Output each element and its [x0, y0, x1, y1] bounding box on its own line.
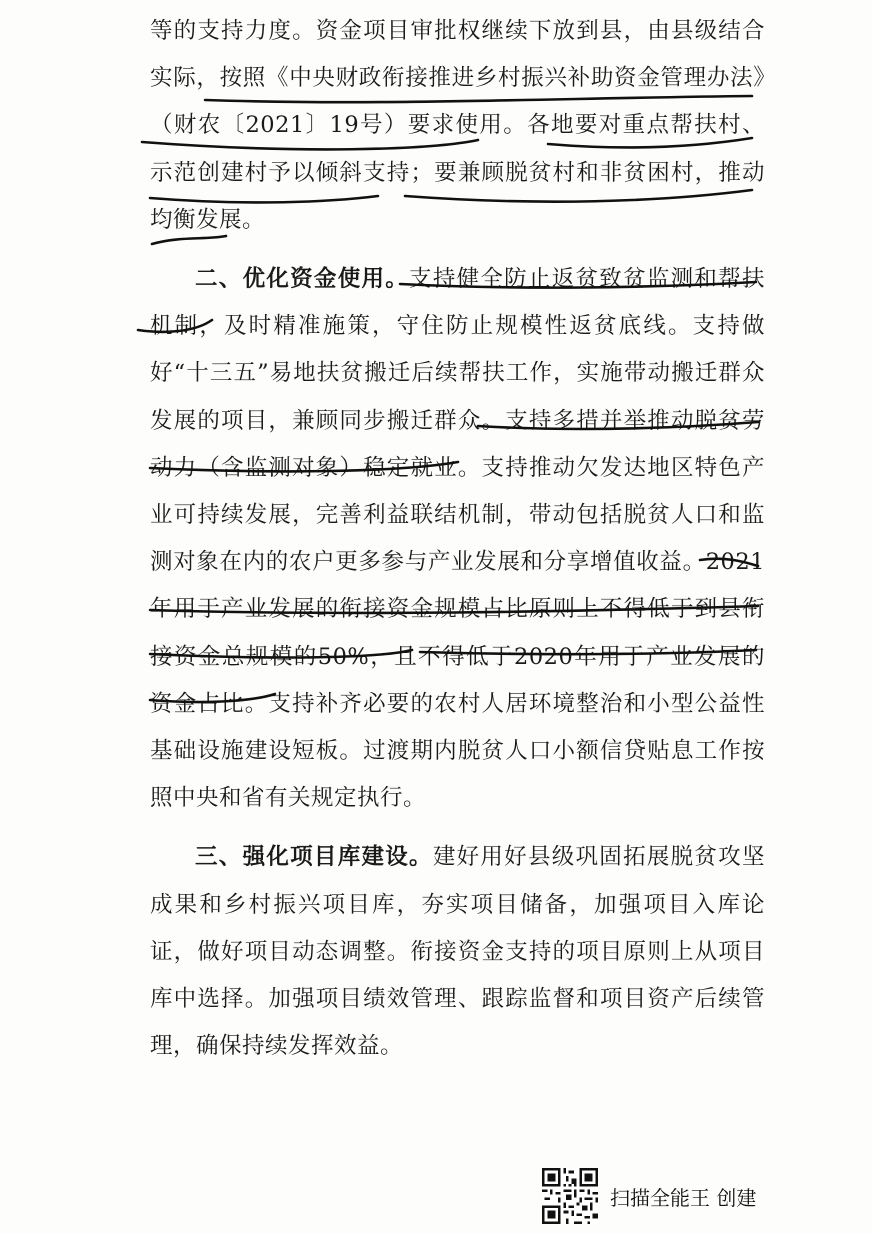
paragraph-1-text: 等的支持力度。资金项目审批权继续下放到县，由县级结合实际，按照《中央财政衔接推进乡村振兴补助资金管理办法》（财农〔2021〕19号）要求使用。各地要对重点帮扶村、示范创建村予以倾斜支持；要兼顾脱贫村和非贫困村，推动均衡发展。: [150, 18, 765, 233]
document-body: [150, 8, 765, 1082]
qr-code-icon: [542, 1168, 598, 1224]
scanner-watermark: [542, 1168, 756, 1224]
paragraph-3-text: 建好用好县级巩固拓展脱贫攻坚成果和乡村振兴项目库，夯实项目储备，加强项目入库论证，做好项目动态调整。衔接资金支持的项目原则上从项目库中选择。加强项目绩效管理、跟踪监督和项目资产后续管理，确保持续发挥效益。: [150, 844, 765, 1060]
paragraph-2: [150, 256, 765, 822]
section-heading-2: 二、优化资金使用。: [195, 266, 410, 293]
paragraph-3: [150, 834, 765, 1070]
scanner-label: 扫描全能王 创建: [610, 1185, 757, 1210]
section-heading-3: 三、强化项目库建设。: [195, 844, 433, 871]
paragraph-1: [150, 8, 765, 244]
paragraph-2-text: 支持健全防止返贫致贫监测和帮扶机制，及时精准施策，守住防止规模性返贫底线。支持做好“十三五”易地扶贫搬迁后续帮扶工作，实施带动搬迁群众发展的项目，兼顾同步搬迁群众。支持多措并举推动脱贫劳动力（含监测对象）稳定就业。支持推动欠发达地区特色产业可持续发展，完善利益联结机制，带动包括脱贫人口和监测对象在内的农户更多参与产业发展和分享增值收益。2021年用于产业发展的衔接资金规模占比原则上不得低于到县衔接资金总规模的50%，且不得低于2020年用于产业发展的资金占比。支持补齐必要的农村人居环境整治和小型公益性基础设施建设短板。过渡期内脱贫人口小额信贷贴息工作按照中央和省有关规定执行。: [150, 266, 765, 812]
